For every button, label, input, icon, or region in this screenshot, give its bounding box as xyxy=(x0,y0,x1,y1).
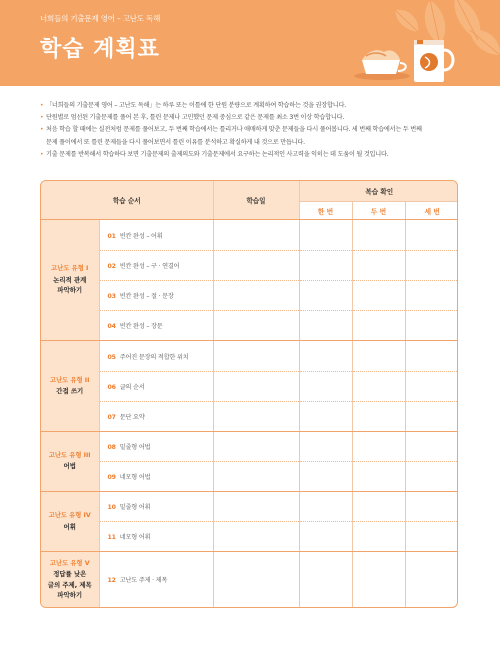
lesson-cell xyxy=(99,341,213,371)
category-cell xyxy=(41,431,99,491)
category-type: 고난도 유형 IV xyxy=(48,512,91,520)
category-name: 파악하기 xyxy=(57,591,83,600)
note-item: • 처음 학습 할 때에는 실전처럼 문제를 풀어보고, 두 번째 학습에서는 틀리거나 애매하게 맞춘 문제들을 다시 풀어봅니다. 세 번째 학습에서는 두 번째 xyxy=(40,124,465,136)
review-1-cell[interactable] xyxy=(299,522,352,552)
review-3-cell[interactable] xyxy=(405,251,458,281)
review-1-cell[interactable] xyxy=(299,431,352,461)
category-type: 고난도 유형 II xyxy=(50,376,90,384)
category-name: 어휘 xyxy=(63,522,76,531)
review-1-cell[interactable] xyxy=(299,341,352,371)
lesson-number: 05 xyxy=(107,353,116,361)
date-cell[interactable] xyxy=(213,219,299,250)
review-1-cell[interactable] xyxy=(299,281,352,311)
date-cell[interactable] xyxy=(213,341,299,371)
date-cell[interactable] xyxy=(213,251,299,281)
lesson-number: 08 xyxy=(107,443,116,451)
lesson-title: 문단 요약 xyxy=(119,413,145,421)
review-3-cell[interactable] xyxy=(405,431,458,461)
review-2-cell[interactable] xyxy=(352,522,405,552)
lesson-number: 04 xyxy=(107,323,116,331)
lesson-title: 빈칸 완성 – 장문 xyxy=(119,323,163,331)
lesson-number: 07 xyxy=(107,413,116,421)
review-2-cell[interactable] xyxy=(352,431,405,461)
note-item: 문제 풀이에서 또 틀린 문제들을 다시 풀어보면서 틀린 이유를 분석하고 확실하게 내 것으로 만듭니다. xyxy=(46,138,305,146)
category-type: 고난도 유형 I xyxy=(51,265,89,273)
note-item: • 단원별로 엄선된 기출문제를 풀어 본 후, 틀린 문제나 고민했던 문제 중심으로 같은 문제를 최소 3번 이상 학습합니다. xyxy=(40,112,465,124)
category-name: 글의 주제, 제목 xyxy=(47,580,92,589)
lesson-title: 밑줄형 어법 xyxy=(119,443,151,451)
review-2-cell[interactable] xyxy=(352,219,405,250)
review-1-cell[interactable] xyxy=(299,492,352,522)
lesson-number: 03 xyxy=(107,293,116,301)
page-title: 학습 계획표 xyxy=(40,37,160,62)
date-cell[interactable] xyxy=(213,461,299,491)
date-cell[interactable] xyxy=(213,371,299,401)
review-2-cell[interactable] xyxy=(352,401,405,431)
review-2-cell[interactable] xyxy=(352,281,405,311)
lesson-title: 빈칸 완성 – 어휘 xyxy=(119,232,163,240)
category-name: 정답률 낮은 xyxy=(53,570,87,579)
lesson-number: 12 xyxy=(107,577,116,585)
lesson-title: 글의 순서 xyxy=(119,383,145,391)
category-cell xyxy=(41,341,99,431)
lesson-cell xyxy=(99,461,213,491)
header-date: 학습일 xyxy=(213,181,299,219)
review-1-cell[interactable] xyxy=(299,219,352,250)
date-cell[interactable] xyxy=(213,281,299,311)
review-1-cell[interactable] xyxy=(299,251,352,281)
lesson-cell xyxy=(99,522,213,552)
review-2-cell[interactable] xyxy=(352,311,405,341)
review-1-cell[interactable] xyxy=(299,401,352,431)
review-3-cell[interactable] xyxy=(405,371,458,401)
header-order: 학습 순서 xyxy=(41,181,213,219)
instructions xyxy=(40,100,465,161)
lesson-title: 빈칸 완성 – 절 · 문장 xyxy=(119,293,174,301)
lesson-number: 10 xyxy=(107,504,116,512)
review-2-cell[interactable] xyxy=(352,461,405,491)
lesson-title: 네모형 어법 xyxy=(119,474,151,482)
lesson-cell xyxy=(99,431,213,461)
lesson-cell xyxy=(99,281,213,311)
date-cell[interactable] xyxy=(213,492,299,522)
lesson-title: 주어진 문장의 적합한 위치 xyxy=(119,353,189,361)
lesson-cell xyxy=(99,251,213,281)
review-3-cell[interactable] xyxy=(405,492,458,522)
lesson-title: 빈칸 완성 – 구 · 연결어 xyxy=(119,263,180,271)
study-plan-table xyxy=(40,180,458,608)
category-cell xyxy=(41,552,99,607)
lesson-title: 밑줄형 어휘 xyxy=(119,504,151,512)
review-3-cell[interactable] xyxy=(405,552,458,607)
header-banner xyxy=(0,0,500,86)
note-item: • 기출 문제를 반복해서 학습하다 보면 기출문제의 출제의도와 기출문제에서 요구하는 논리적인 사고력을 익히는 데 도움이 될 것입니다. xyxy=(40,149,465,161)
lesson-number: 06 xyxy=(107,383,116,391)
review-1-cell[interactable] xyxy=(299,461,352,491)
review-3-cell[interactable] xyxy=(405,281,458,311)
book-subtitle: 너희들의 기출문제 영어 – 고난도 독해 xyxy=(40,14,161,23)
lesson-cell xyxy=(99,401,213,431)
lesson-title: 네모형 어휘 xyxy=(119,534,151,542)
date-cell[interactable] xyxy=(213,552,299,607)
lesson-number: 02 xyxy=(107,263,116,271)
lesson-number: 09 xyxy=(107,474,116,482)
header-review: 복습 확인 xyxy=(299,181,458,202)
category-name: 어법 xyxy=(63,462,76,471)
review-1-cell[interactable] xyxy=(299,552,352,607)
category-name: 파악하기 xyxy=(57,286,83,295)
review-3-cell[interactable] xyxy=(405,401,458,431)
category-name: 논리적 관계 xyxy=(53,275,87,284)
category-type: 고난도 유형 III xyxy=(48,451,91,459)
review-1-cell[interactable] xyxy=(299,371,352,401)
lesson-number: 01 xyxy=(107,232,116,240)
review-2-cell[interactable] xyxy=(352,552,405,607)
note-item: • 「너희들의 기출문제 영어 – 고난도 독해」는 하루 또는 이틀에 한 단원 분량으로 계획하여 학습하는 것을 권장합니다. xyxy=(40,100,465,112)
category-type: 고난도 유형 V xyxy=(49,559,90,567)
category-name: 간접 쓰기 xyxy=(56,387,84,396)
header-review-2: 두 번 xyxy=(352,202,405,220)
review-3-cell[interactable] xyxy=(405,219,458,250)
review-3-cell[interactable] xyxy=(405,522,458,552)
review-3-cell[interactable] xyxy=(405,311,458,341)
lesson-cell xyxy=(99,219,213,250)
date-cell[interactable] xyxy=(213,431,299,461)
lesson-cell xyxy=(99,552,213,607)
category-cell xyxy=(41,219,99,341)
lesson-cell xyxy=(99,311,213,341)
review-2-cell[interactable] xyxy=(352,251,405,281)
header-review-3: 세 번 xyxy=(405,202,458,220)
date-cell[interactable] xyxy=(213,522,299,552)
date-cell[interactable] xyxy=(213,401,299,431)
review-1-cell[interactable] xyxy=(299,311,352,341)
lesson-cell xyxy=(99,492,213,522)
header-review-1: 한 번 xyxy=(299,202,352,220)
lesson-cell xyxy=(99,371,213,401)
review-3-cell[interactable] xyxy=(405,341,458,371)
review-2-cell[interactable] xyxy=(352,371,405,401)
date-cell[interactable] xyxy=(213,311,299,341)
review-3-cell[interactable] xyxy=(405,461,458,491)
review-2-cell[interactable] xyxy=(352,341,405,371)
category-cell xyxy=(41,492,99,552)
review-2-cell[interactable] xyxy=(352,492,405,522)
lesson-number: 11 xyxy=(107,534,116,542)
lesson-title: 고난도 주제 · 제목 xyxy=(119,577,168,585)
